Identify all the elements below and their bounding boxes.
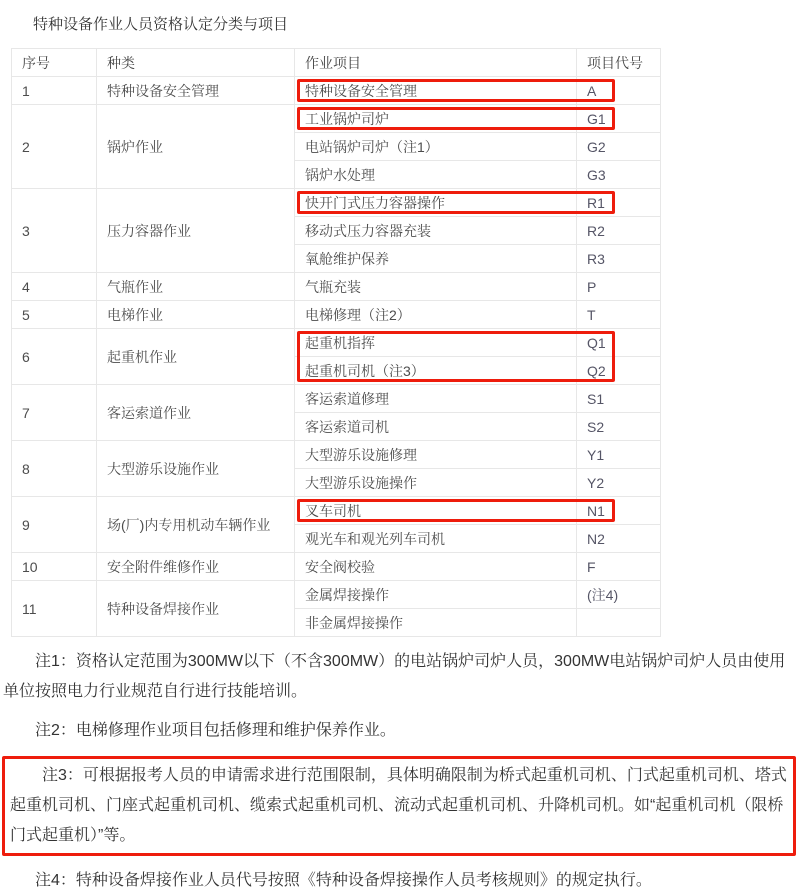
table-row xyxy=(12,77,661,105)
project-cell: 安全阀校验 xyxy=(295,553,577,581)
code-cell: A xyxy=(577,77,661,105)
project-cell: 移动式压力容器充装 xyxy=(295,217,577,245)
category-cell: 特种设备焊接作业 xyxy=(97,581,295,637)
code-cell: F xyxy=(577,553,661,581)
code-cell xyxy=(577,609,661,637)
page-title: 特种设备作业人员资格认定分类与项目 xyxy=(33,16,289,33)
project-cell: 气瓶充装 xyxy=(295,273,577,301)
table-row xyxy=(12,301,661,329)
note-1: 注1：资格认定范围为300MW以下（不含300MW）的电站锅炉司炉人员，300MW电站锅炉司炉人员由使用单位按照电力行业规范自行进行技能培训。 xyxy=(3,653,786,700)
table-header-row xyxy=(12,49,661,77)
project-cell: 非金属焊接操作 xyxy=(295,609,577,637)
category-cell: 气瓶作业 xyxy=(97,273,295,301)
qualification-table xyxy=(11,48,661,637)
table-row xyxy=(12,497,661,525)
row-number-cell: 4 xyxy=(12,273,97,301)
table-row xyxy=(12,441,661,469)
code-cell: P xyxy=(577,273,661,301)
project-cell: 快开门式压力容器操作 xyxy=(295,189,577,217)
code-cell: R2 xyxy=(577,217,661,245)
table-row xyxy=(12,105,661,133)
project-cell: 电梯修理（注2） xyxy=(295,301,577,329)
row-number-cell: 6 xyxy=(12,329,97,385)
category-cell: 起重机作业 xyxy=(97,329,295,385)
category-cell: 客运索道作业 xyxy=(97,385,295,441)
qualification-table-container xyxy=(11,48,660,637)
category-cell: 特种设备安全管理 xyxy=(97,77,295,105)
project-cell: 客运索道修理 xyxy=(295,385,577,413)
note-4: 注4：特种设备焊接作业人员代号按照《特种设备焊接操作人员考核规则》的规定执行。 xyxy=(35,872,652,889)
row-number-cell: 10 xyxy=(12,553,97,581)
row-number-cell: 8 xyxy=(12,441,97,497)
code-cell: S2 xyxy=(577,413,661,441)
code-cell: R1 xyxy=(577,189,661,217)
project-cell: 特种设备安全管理 xyxy=(295,77,577,105)
project-cell: 起重机司机（注3） xyxy=(295,357,577,385)
table-row xyxy=(12,329,661,357)
project-cell: 电站锅炉司炉（注1） xyxy=(295,133,577,161)
note-3-boxed-highlight: 注3：可根据报考人员的申请需求进行范围限制，具体明确限制为桥式起重机司机、门式起重机司机、塔式起重机司机、门座式起重机司机、缆索式起重机司机、流动式起重机司机、升降机司机。如“起重机司机（限桥门式起重机）”等。 xyxy=(2,756,796,856)
note-2: 注2：电梯修理作业项目包括修理和维护保养作业。 xyxy=(35,722,396,739)
code-cell: (注4) xyxy=(577,581,661,609)
code-cell: G2 xyxy=(577,133,661,161)
header-cell-code: 项目代号 xyxy=(577,49,661,77)
project-cell: 工业锅炉司炉 xyxy=(295,105,577,133)
row-number-cell: 9 xyxy=(12,497,97,553)
table-row xyxy=(12,581,661,609)
category-cell: 电梯作业 xyxy=(97,301,295,329)
row-number-cell: 7 xyxy=(12,385,97,441)
project-cell: 金属焊接操作 xyxy=(295,581,577,609)
category-cell: 安全附件维修作业 xyxy=(97,553,295,581)
code-cell: S1 xyxy=(577,385,661,413)
row-number-cell: 11 xyxy=(12,581,97,637)
row-number-cell: 3 xyxy=(12,189,97,273)
project-cell: 大型游乐设施修理 xyxy=(295,441,577,469)
project-cell: 叉车司机 xyxy=(295,497,577,525)
table-row xyxy=(12,553,661,581)
header-cell-no: 序号 xyxy=(12,49,97,77)
project-cell: 起重机指挥 xyxy=(295,329,577,357)
row-number-cell: 5 xyxy=(12,301,97,329)
code-cell: G1 xyxy=(577,105,661,133)
code-cell: Q2 xyxy=(577,357,661,385)
project-cell: 大型游乐设施操作 xyxy=(295,469,577,497)
code-cell: Y1 xyxy=(577,441,661,469)
table-row xyxy=(12,385,661,413)
category-cell: 压力容器作业 xyxy=(97,189,295,273)
header-cell-category: 种类 xyxy=(97,49,295,77)
row-number-cell: 2 xyxy=(12,105,97,189)
table-row xyxy=(12,189,661,217)
notes-section xyxy=(0,647,803,896)
category-cell: 锅炉作业 xyxy=(97,105,295,189)
row-number-cell: 1 xyxy=(12,77,97,105)
code-cell: R3 xyxy=(577,245,661,273)
code-cell: N2 xyxy=(577,525,661,553)
category-cell: 大型游乐设施作业 xyxy=(97,441,295,497)
code-cell: T xyxy=(577,301,661,329)
code-cell: N1 xyxy=(577,497,661,525)
project-cell: 氧舱维护保养 xyxy=(295,245,577,273)
table-row xyxy=(12,273,661,301)
project-cell: 观光车和观光列车司机 xyxy=(295,525,577,553)
code-cell: Q1 xyxy=(577,329,661,357)
code-cell: Y2 xyxy=(577,469,661,497)
project-cell: 锅炉水处理 xyxy=(295,161,577,189)
project-cell: 客运索道司机 xyxy=(295,413,577,441)
header-cell-project: 作业项目 xyxy=(295,49,577,77)
code-cell: G3 xyxy=(577,161,661,189)
category-cell: 场(厂)内专用机动车辆作业 xyxy=(97,497,295,553)
